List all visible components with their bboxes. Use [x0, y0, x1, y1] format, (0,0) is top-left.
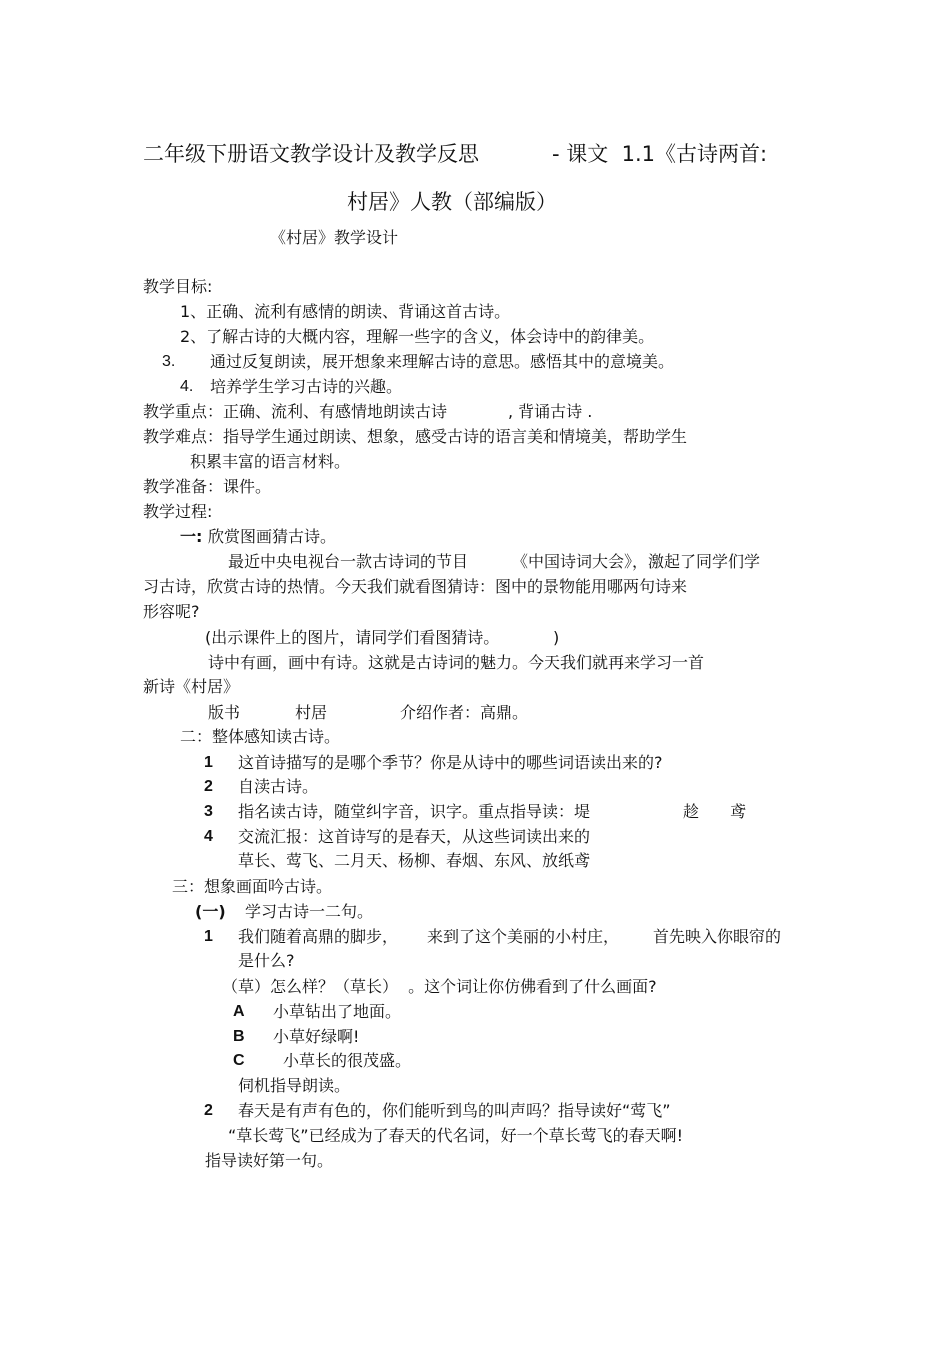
- s3-question: （草）怎么样？（草长） 。这个词让你仿佛看到了什么画面?: [222, 977, 657, 996]
- section1-number: 一:: [180, 527, 203, 546]
- s3-item1-d: 是什么?: [238, 951, 295, 970]
- s2-item2-number: 2: [204, 778, 213, 795]
- section1-para2: (出示课件上的图片，请同学们看图猜诗。: [205, 628, 500, 647]
- s3-item1-c: 首先映入你眼帘的: [653, 927, 782, 946]
- s3-item2-number: 2: [204, 1102, 213, 1119]
- s2-item2: 自渎古诗。: [238, 777, 319, 796]
- option-a: 小草钻出了地面。: [273, 1002, 402, 1021]
- s2-item4-words: 草长、莺飞、二月天、杨柳、春烟、东风、放纸鸢: [238, 851, 591, 870]
- section1-para1-a: 最近中央电视台一款古诗词的节目: [228, 552, 469, 571]
- doc-title-line1: 二年级下册语文教学设计及教学反思: [143, 142, 479, 166]
- s2-item3-number: 3: [204, 803, 213, 820]
- goal-2: 2、了解古诗的大概内容，理解一些字的含义，体会诗中的韵律美。: [180, 327, 655, 346]
- process-heading: 教学过程:: [143, 502, 213, 521]
- s3-item1-b: 来到了这个美丽的小村庄，: [427, 927, 620, 946]
- difficulty-line2: 积累丰富的语言材料。: [190, 452, 351, 471]
- goal-3-number: 3.: [162, 353, 176, 370]
- section1-title: 欣赏图画猜古诗。: [208, 527, 337, 546]
- goal-3: 通过反复朗读，展开想象来理解古诗的意思。感悟其中的意境美。: [210, 352, 675, 371]
- section1-para1-d: 形容呢?: [143, 602, 200, 621]
- s3-item2-c: 指导读好第一句。: [205, 1151, 334, 1170]
- key-points-end: , 背诵古诗 .: [508, 402, 593, 421]
- s2-item4-number: 4: [204, 828, 213, 845]
- option-c-letter: C: [233, 1052, 245, 1069]
- option-a-letter: A: [233, 1003, 245, 1020]
- section1-para3: 诗中有画，画中有诗。这就是古诗词的魅力。今天我们就再来学习一首: [208, 653, 705, 672]
- s2-item3: 指名读古诗，随堂纠字音，识字。重点指导读：堤: [238, 802, 591, 821]
- s3-item1-a: 我们随着高鼎的脚步，: [238, 927, 399, 946]
- s3-sub-title: 学习古诗一二句。: [245, 902, 374, 921]
- goal-1: 1、正确、流利有感情的朗读、背诵这首古诗。: [180, 302, 511, 321]
- s3-guide: 伺机指导朗读。: [238, 1076, 351, 1095]
- goal-4: 培养学生学习古诗的兴趣。: [210, 377, 403, 396]
- section1-para2-end: ): [553, 628, 560, 647]
- section1-para1-c: 习古诗，欣赏古诗的热情。今天我们就看图猜诗：图中的景物能用哪两句诗来: [143, 577, 688, 596]
- doc-title-line1-end: - 课文 1.1《古诗两首:: [552, 142, 768, 166]
- s3-item1-number: 1: [204, 928, 213, 945]
- s3-item2-b: “草长莺飞”已经成为了春天的代名词，好一个草长莺飞的春天啊!: [228, 1126, 683, 1145]
- board-label: 版书: [208, 703, 241, 722]
- section2-title: 二：整体感知读古诗。: [180, 727, 341, 746]
- difficulty-line1: 教学难点：指导学生通过朗读、想象，感受古诗的语言美和情境美，帮助学生: [143, 427, 688, 446]
- option-b-letter: B: [233, 1028, 245, 1045]
- s2-item1-number: 1: [204, 754, 213, 771]
- board-author: 介绍作者：高鼎。: [400, 703, 529, 722]
- goals-heading: 教学目标:: [143, 277, 213, 296]
- doc-subtitle: 《村居》教学设计: [270, 228, 399, 247]
- option-b: 小草好绿啊!: [273, 1027, 360, 1046]
- s2-item1: 这首诗描写的是哪个季节？你是从诗中的哪些词语读出来的?: [238, 753, 663, 772]
- section3-title: 三：想象画面吟古诗。: [172, 877, 333, 896]
- goal-4-number: 4.: [180, 378, 194, 395]
- doc-title-line2: 村居》人教（部编版）: [347, 190, 557, 214]
- s3-item2: 春天是有声有色的，你们能听到鸟的叫声吗？指导读好“莺飞”: [238, 1101, 671, 1120]
- key-points: 教学重点：正确、流利、有感情地朗读古诗: [143, 402, 448, 421]
- section1-para1-b: 《中国诗词大会》，激起了同学们学: [512, 552, 761, 571]
- section1-para3-end: 新诗《村居》: [143, 677, 240, 696]
- s3-sub-number: (一): [195, 902, 226, 921]
- board-poem: 村居: [295, 703, 328, 722]
- s2-item3-char2: 趁: [683, 802, 700, 821]
- s2-item4: 交流汇报：这首诗写的是春天，从这些词读出来的: [238, 827, 591, 846]
- option-c: 小草长的很茂盛。: [283, 1051, 412, 1070]
- preparation: 教学准备：课件。: [143, 477, 272, 496]
- s2-item3-char3: 鸢: [730, 802, 747, 821]
